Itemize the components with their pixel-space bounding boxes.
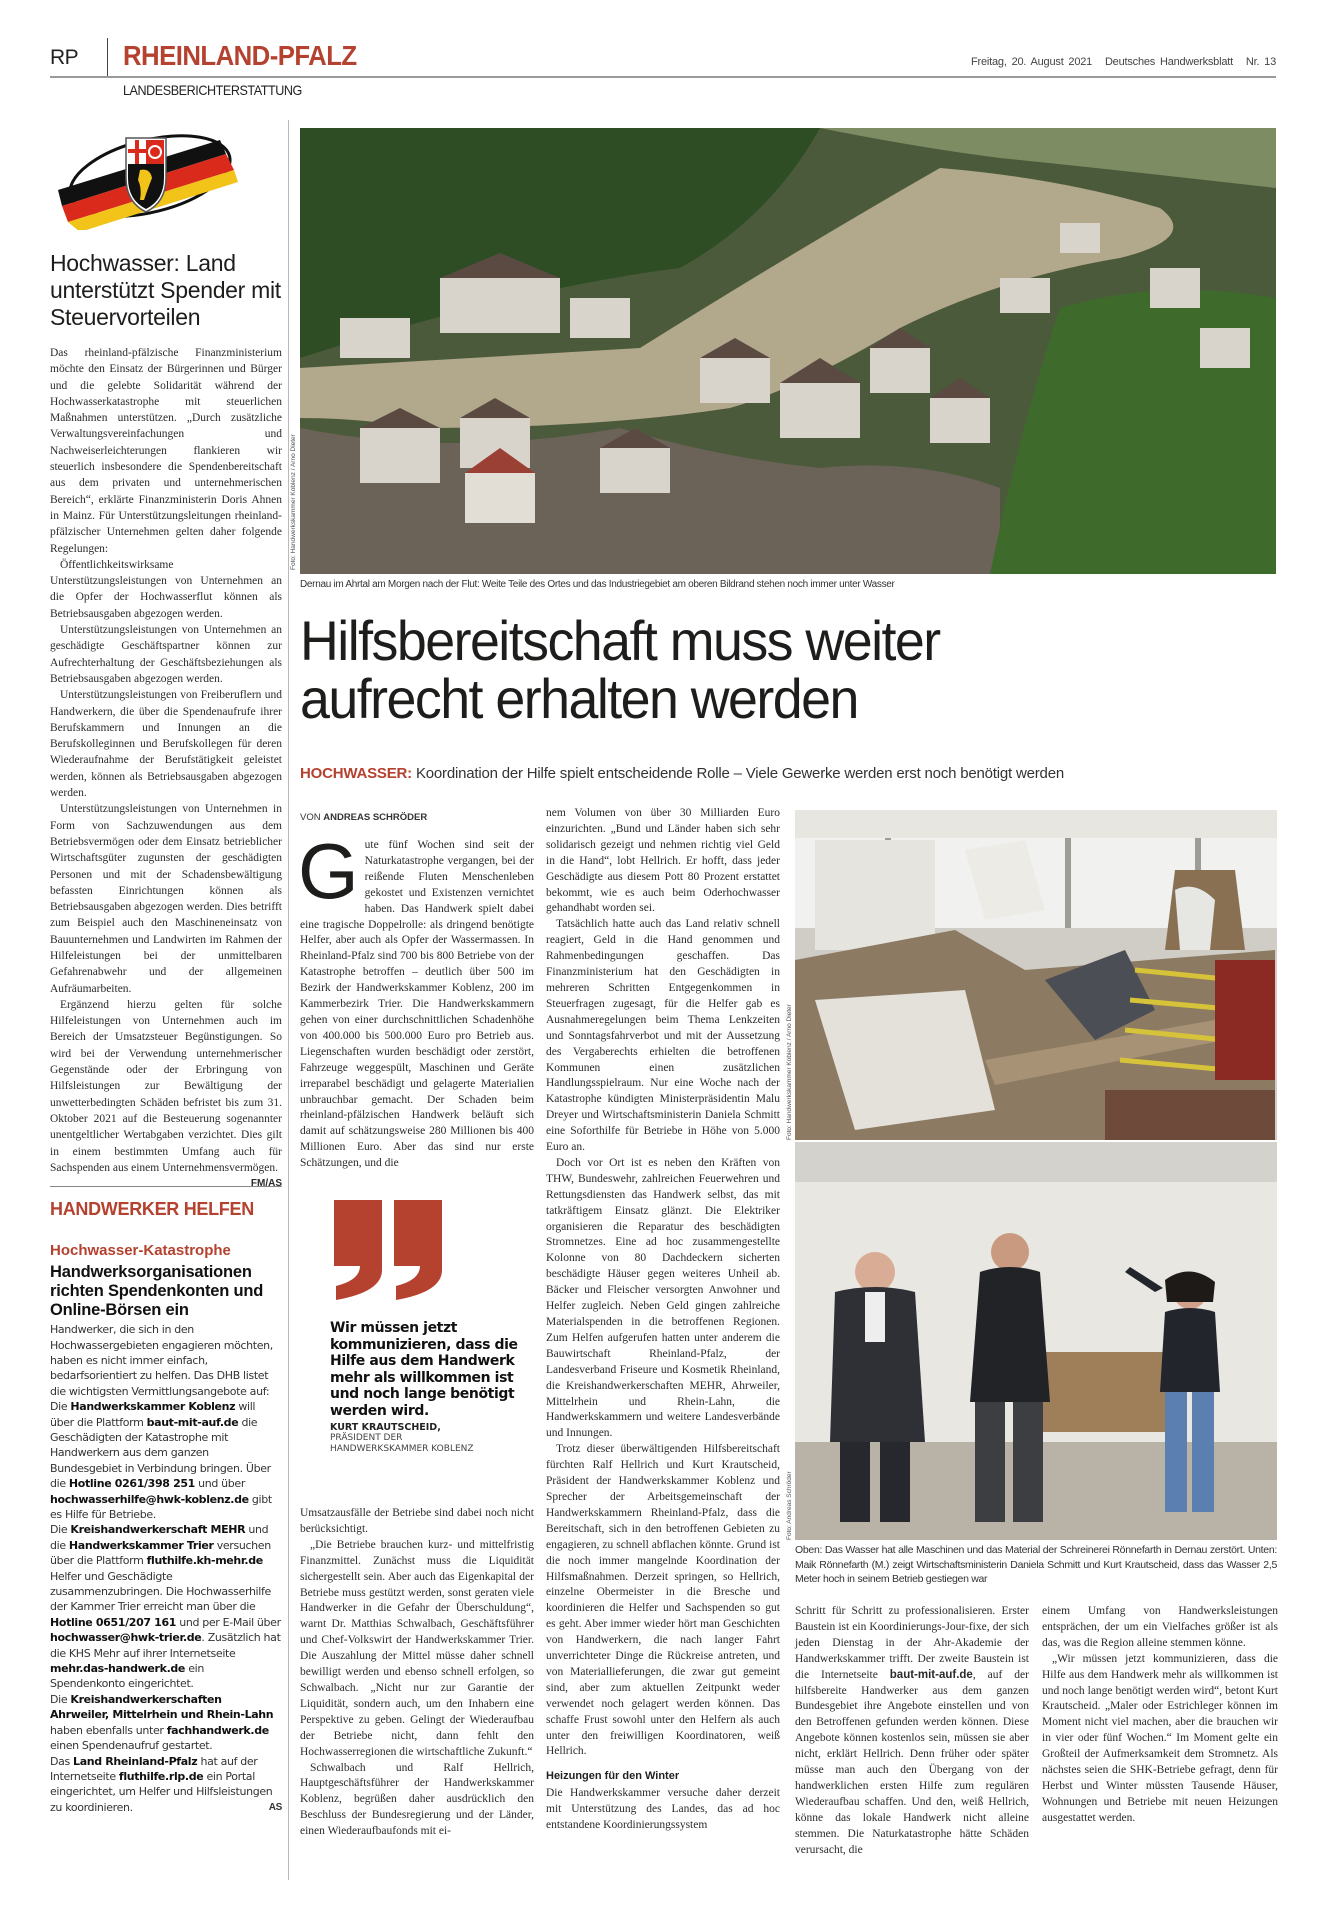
sidebar-article-body xyxy=(50,345,282,1190)
right-photos-caption: Oben: Das Wasser hat alle Maschinen und das Material der Schreinerei Rönnefarth in Dernau zerstört. Unten: Maik Rönnefarth (M.) zeigt Wirtschaftsministerin Daniela Schmitt und Kurt Krautscheid, dass das Wasser 2,5 Meter hoch in seinem Betrieb gestiegen war xyxy=(795,1544,1277,1585)
author-signature: AS xyxy=(268,1801,282,1813)
photo-credit: Foto: Handwerkskammer Koblenz / Arno Dieter xyxy=(290,434,297,570)
article-paragraph: „Die Betriebe brauchen kurz- und mittelfristig Finanzmittel. Zunächst muss die Liquidität sichergestellt sein. Aber auch das Eigenkapital der Betriebe muss gestützt werden, sonst geraten viele Handwerker in die Gefahr der Überschuldung“, warnt Dr. Matthias Schwalbach, Geschäftsführer und Chef-Volkswirt der Handwerkskammer Trier. Die Auszahlung der Mittel müsse daher schnell bewilligt werden und ebenso schnell erfolgen, so Schwalbach. „Nicht nur zur Garantie der Liquidität, sondern auch, um den Inhabern eine Perspektive zu geben. Gelingt der Wiederaufbau der Betriebe nicht, dann fehlt den Hochwasserregionen die wirtschaftliche Zukunft.“ xyxy=(300,1538,534,1758)
sidebar-paragraph: Ergänzend hierzu gelten für solche Hilfeleistungen von Unternehmen auch im Bereich der Umsatzsteuer Begünstigungen. So wird bei der Verwendung unternehmerischer Gegenstände oder der Erbringung von Hilfsleistungen zur Bewältigung der unwetterbedingten Schäden befristet bis zum 31. Oktober 2021 auf die Besteuerung sogenannter unentgeltlicher Wertabgaben verzichtet. Dies gilt in einem bestimmten Umfang auch für Sachspenden aus einem Unternehmensvermögen. FM/AS xyxy=(50,998,282,1190)
article-column-1 xyxy=(298,827,534,1172)
main-subhead: HOCHWASSER: Koordination der Hilfe spielt entscheidende Rolle – Viele Gewerke werden erst noch benötigt werden xyxy=(300,765,1064,782)
article-paragraph: Die Handwerkskammer versuche daher derzeit mit Unterstützung des Landes, das ad hoc entstandene Koordinierungssystem xyxy=(546,1787,780,1832)
article-paragraph: Doch vor Ort ist es neben den Kräften von THW, Bundeswehr, zahlreichen Feuerwehren und Rettungsdiensten das Handwerk selbst, das mit tatkräftigem Einsatz glänzt. Die Elektriker organisieren die Reparatur des beschädigten Stromnetzes. Eine ad hoc zusammengestellte Kolonne von 80 Dachdeckern sicherten beschädigte Häuser gegen weiteres Unheil ab. Bäcker und Fleischer versorgten Anwohner und Helfer zugleich. Neben Geld gingen zahlreiche Materialspenden in die betroffenen Regionen. Zum Helfen aufgerufen hatten unter anderem die Bauwirtschaft Rheinland-Pfalz, der Landesverband Friseure und Kosmetik Rheinland, die Kreishandwerkerschaften MEHR, Ahrweiler, Mittelrhein und Rhein-Lahn, die Handwerkskammern und weitere Landesverbände und Innungen. xyxy=(546,1156,780,1440)
sidebar-headline: Hochwasser: Land unterstützt Spender mit Steuervorteilen xyxy=(50,250,281,330)
info-box-title: HANDWERKER HELFEN xyxy=(50,1199,254,1220)
drop-cap: G xyxy=(298,827,359,915)
sidebar-paragraph: Unterstützungsleistungen von Unternehmen an geschädigte Geschäftspartner können zur Aufrechterhaltung der Geschäftsbeziehungen als Betriebsausgaben abgezogen werden. xyxy=(50,624,282,685)
info-box-intro: Handwerker, die sich in den Hochwassergebieten engagieren möchten, haben es nicht immer einfach, bedarfsorientiert zu helfen. Das DHB listet die wichtigsten Vermittlungsangebote auf: xyxy=(50,1323,273,1398)
info-box-body xyxy=(50,1322,282,1815)
issue-date: Freitag, 20. August 2021 xyxy=(971,56,1093,68)
article-paragraph: Gute fünf Wochen sind seit der Naturkatastrophe vergangen, bei der reißende Fluten Menschenleben gekostet und Existenzen vernichtet haben. Das Handwerk spielt dabei eine tragische Doppelrolle: als dringend benötigte Helfer, aber auch als Opfer der Wassermassen. In Rheinland-Pfalz sind 700 bis 800 Betriebe von der Katastrophe betroffen – deutlich über 500 im Bezirk der Handwerkskammer Koblenz, 200 im Kammerbezirk Trier. Die Handwerkskammern gehen von einer durchschnittlichen Schadenhöhe von 400.000 bis 500.000 Euro pro Betrieb aus. Liegenschaften wurden beschädigt oder zerstört, Fahrzeuge weggespült, Maschinen und Geräte irreparabel beschädigt und gelagerte Materialien unbrauchbar gemacht. Der Schaden beim rheinland-pfälzischen Handwerk beläuft sich damit auf schätzungsweise 280 Millionen bis 400 Millionen Euro. Aber das sind nur erste Schätzungen, und die xyxy=(298,827,534,1170)
rlp-flag-logo-icon xyxy=(50,120,250,230)
article-paragraph: nem Volumen von über 30 Milliarden Euro einzurichten. „Bund und Länder haben sich sehr solidarisch gezeigt und nehmen richtig viel Geld in die Hand“, lobt Hellrich. Er hofft, dass jeder Geschädigte aus diesem Pott 80 Prozent erstattet bekommt, wie es auch beim Oderhochwasser gehandhabt worden sei. xyxy=(546,807,780,915)
header-separator xyxy=(107,38,108,76)
article-column-4 xyxy=(1042,1604,1278,1827)
section-subheading: Heizungen für den Winter xyxy=(546,1770,680,1783)
flood-aerial-photo xyxy=(300,128,1276,574)
link-fluthilfe-rlp[interactable]: fluthilfe.rlp.de xyxy=(118,1769,204,1783)
sidebar-paragraph: Das rheinland-pfälzische Finanzministerium möchte den Einsatz der Bürgerinnen und Bürger und die gelebte Solidarität während der Hochwasserkatastrophe mit steuerlichen Maßnahmen unterstützen. „Durch zusätzliche Verwaltungsvereinfachungen und Nachweiserleichterungen flankieren wir steuerlich insbesondere die Spendenbereitschaft aus dem privaten und unternehmerischen Bereich“, erklärte Finanzministerin Doris Ahnen in Mainz. Für Unterstützungsleitungen rheinland-pfälzischer Unternehmen gelten daher folgende Regelungen: xyxy=(50,347,282,555)
link-baut-mit-auf[interactable]: baut-mit-auf.de xyxy=(146,1415,239,1429)
article-column-2 xyxy=(546,806,780,1834)
info-box-item-land-rlp: Das Land Rheinland-Pfalz hat auf der Internetseite fluthilfe.rlp.de ein Portal eingerichtet, um Helfer und Hilfsleistungen zu koordinieren. AS xyxy=(50,1754,282,1814)
article-column-3 xyxy=(795,1604,1029,1859)
destroyed-workshop-photo xyxy=(795,810,1277,1140)
article-paragraph: Trotz dieser überwältigenden Hilfsbereitschaft fürchten Ralf Hellrich und Kurt Krautscheid, Präsident der Handwerkskammer Koblenz und Sprecher der Arbeitsgemeinschaft der Handwerkskammern Rheinland-Pfalz, dass die Bereitschaft, sich in den betroffenen Gebieten zu engagieren, zu schnell abflachen könnte. Grund ist die noch immer mangelnde Koordination der Hilfsmaßnahmen. Derzeit springen, so Hellrich, einzelne Obermeister in die Bresche und koordinieren die Helfer und Sachspenden so gut es geht. Aber immer wieder hört man Geschichten von Handwerkern, die nach langer Fahrt unverrichteter Dinge die Rückreise antreten, und von Materiallieferungen, die zwar gut gemeint sind, aber zum aktuellen Zeitpunkt weder verwendet noch gelagert werden können. Das schaffe Frust sowohl unter den Helfern als auch unter den freiwilligen Koordinatoren, weiß Hellrich. xyxy=(546,1443,780,1758)
author-signature: FM/AS xyxy=(250,1178,282,1190)
quote-author-role: PRÄSIDENT DER HANDWERKSKAMMER KOBLENZ xyxy=(330,1433,474,1454)
author-name: ANDREAS SCHRÖDER xyxy=(323,812,428,823)
top-photo-caption: Dernau im Ahrtal am Morgen nach der Flut: Weite Teile des Ortes und das Industriegebiet am oberen Bildrand stehen noch immer unter Wasser xyxy=(300,579,895,590)
workshop-visit-photo xyxy=(795,1142,1277,1540)
article-paragraph: einem Umfang von Handwerksleistungen entsprächen, der um ein Vielfaches größer ist als das, was die Region alleine stemmen könne. xyxy=(1042,1605,1278,1649)
info-box-item-khs-mehr: Die Kreishandwerkerschaft MEHR und die Handwerkskammer Trier versuchen über die Plattform fluthilfe.kh-mehr.de Helfer und Geschädigte zusammenzubringen. Die Hochwasserhilfe der Kammer Trier erreicht man über die Hotline 0651/207 161 und per E-Mail über hochwasser@hwk-trier.de. Zusätzlich hat die KHS Mehr auf ihrer Internetseite mehr.das-handwerk.de ein Spendenkonto eingerichtet. xyxy=(50,1523,281,1691)
info-box-headline: Handwerksorganisationen richten Spendenkonten und Online-Börsen ein xyxy=(50,1263,264,1320)
header-rule xyxy=(50,76,1276,78)
publication-name: Deutsches Handwerksblatt xyxy=(1104,56,1233,68)
subhead-label: HOCHWASSER: xyxy=(300,765,412,782)
section-abbreviation: RP xyxy=(50,46,79,69)
link-baut-mit-auf[interactable]: baut-mit-auf.de xyxy=(889,1668,973,1681)
byline: VON ANDREAS SCHRÖDER xyxy=(300,812,428,823)
email-hwk-trier[interactable]: hochwasser@hwk-trier.de xyxy=(50,1631,202,1645)
link-fluthilfe-kh-mehr[interactable]: fluthilfe.kh-mehr.de xyxy=(146,1554,263,1568)
article-paragraph: Schwalbach und Ralf Hellrich, Hauptgeschäftsführer der Handwerkskammer Koblenz, begrüßen daher ausdrücklich den Beschluss der Bundesregierung und der Länder, einen Wiederaufbaufonds mit ei- xyxy=(300,1761,534,1838)
issue-meta xyxy=(963,56,1276,68)
info-box-item-khs-ahrweiler: Die Kreishandwerkerschaften Ahrweiler, Mittelrhein und Rhein-Lahn haben ebenfalls unter fachhandwerk.de einen Spendenaufruf gestartet. xyxy=(50,1692,274,1753)
info-box-item-hwk-koblenz: Die Handwerkskammer Koblenz will über die Plattform baut-mit-auf.de die Geschädigten der Katastrophe mit Handwerkern aus dem ganzen Bundesgebiet in Verbindung bringen. Über die Hotline 0261/398 251 und über hochwasserhilfe@hwk-koblenz.de gibt es Hilfe für Betriebe. xyxy=(50,1400,272,1522)
article-paragraph: Umsatzausfälle der Betriebe sind dabei noch nicht berücksichtigt. xyxy=(300,1507,534,1535)
quote-text: Wir müssen jetzt kommunizieren, dass die Hilfe aus dem Handwerk mehr als willkommen ist und noch lange benötigt werden wird. xyxy=(330,1320,518,1419)
sidebar-paragraph: Öffentlichkeitswirksame Unterstützungsleistungen von Unternehmen an die Opfer der Hochwasserflut können als Betriebsausgaben abgezogen werden. xyxy=(50,558,282,620)
article-column-1-continued xyxy=(300,1506,534,1840)
article-paragraph: Schritt für Schritt zu professionalisieren. Erster Baustein ist ein Koordinierungs-Jour-fixe, der sich jeden Dienstag in der Ahr-Akademie der Handwerkskammer trifft. Der zweite Baustein ist die Internetseite baut-mit-auf.de, auf der hilfsbereite Handwerker aus dem ganzen Bundesgebiet ihre Angebote einstellen und von den Betroffenen gefunden werden können. Diese Angebote können kostenlos sein, müssen sie aber nicht, erklärt Hellrich. Denn früher oder später müsse man auch den Übergang von der handwerklichen ersten Hilfe zum regulären Wiederaufbau schaffen. Und den, weiß Hellrich, könne das lokale Handwerk nicht alleine stemmen. Die Naturkatastrophe hätte Schäden verursacht, die xyxy=(795,1605,1029,1856)
info-box-kicker: Hochwasser-Katastrophe xyxy=(50,1242,231,1260)
main-headline: Hilfsbereitschaft muss weiter aufrecht erhalten werden xyxy=(300,609,940,730)
sidebar-paragraph: Unterstützungsleistungen von Unternehmen in Form von Sachzuwendungen aus dem Betriebsvermögen oder dem Einsatz betrieblicher Wirtschaftsgüter zugunsten der geschädigten Personen und mit der Schadensbewältigung befassten Einrichtungen können als Betriebsausgaben abgezogen werden. Dies betrifft zum Beispiel auch den Maschineneinsatz von Bauunternehmen und Landwirten im Rahmen der Hilfeleistungen bei der unmittelbaren Gefahrenabwehr und der allgemeinen Aufräumarbeiten. xyxy=(50,803,282,995)
quote-mark-icon xyxy=(330,1200,530,1310)
section-subtitle: LANDESBERICHTERSTATTUNG xyxy=(123,82,302,98)
pull-quote xyxy=(330,1200,530,1455)
hotline-koblenz[interactable]: Hotline 0261/398 251 xyxy=(68,1477,195,1491)
column-divider xyxy=(288,120,289,1880)
article-paragraph: „Wir müssen jetzt kommunizieren, dass die Hilfe aus dem Handwerk mehr als willkommen ist und noch lange benötigt werden wird“, betont Kurt Krautscheid. „Maler oder Estrichleger können im Moment nicht viel machen, aber die brauchen wir in vier oder fünf Wochen.“ Im Moment gelte ein Großteil der Aufmerksamkeit dem Stromnetz. Als nächstes seien die SHK-Betriebe gefragt, denn für Herbst und Winter müssten Tausende Häuser, Wohnungen und Betriebe mit neuen Heizungen ausgestattet werden. xyxy=(1042,1652,1278,1824)
section-title: RHEINLAND-PFALZ xyxy=(123,40,357,71)
hotline-trier[interactable]: Hotline 0651/207 161 xyxy=(50,1615,177,1629)
quote-author: KURT KRAUTSCHEID, xyxy=(330,1422,441,1433)
article-paragraph: Tatsächlich hatte auch das Land relativ schnell reagiert, Geld in die Hand genommen und Rahmenbedingungen geschaffen. Das Finanzministerium hat den Geschädigten in mehreren Schritten Entgegenkommen in Steuerfragen zugesagt, für die Helfer gab es Ausnahmeregelungen beim Thema Lenkzeiten und Sonntagsfahrverbot und mit der Aussetzung des Vergaberechts erhielten die betroffenen Kommunen einen zusätzlichen Handlungsspielraum. Nur eine Woche nach der Katastrophe kündigten Ministerpräsidentin Malu Dreyer und Wirtschaftsministerin Daniela Schmitt eine Soforthilfe für Betriebe in Höhe von 5.000 Euro an. xyxy=(546,918,780,1154)
photo-credit: Foto: Andreas Schröder xyxy=(786,1471,793,1540)
photo-credit: Foto: Handwerkskammer Koblenz / Arno Dieter xyxy=(786,1004,793,1140)
link-fachhandwerk[interactable]: fachhandwerk.de xyxy=(166,1723,269,1737)
issue-number: Nr. 13 xyxy=(1245,56,1276,68)
sidebar-paragraph: Unterstützungsleistungen von Freiberuflern und Handwerkern, die über die Spendenaufrufe ihrer Berufskammern und Innungen an die Berufskolleginnen und Berufskollegen für deren Wiederaufnahme der Berufstätigkeit geleistet werden, können als Betriebsausgaben abgezogen werden. xyxy=(50,689,282,800)
email-hwk-koblenz[interactable]: hochwasserhilfe@hwk-koblenz.de xyxy=(50,1492,249,1506)
link-mehr-das-handwerk[interactable]: mehr.das-handwerk.de xyxy=(50,1662,186,1676)
left-sidebar xyxy=(50,120,282,1815)
